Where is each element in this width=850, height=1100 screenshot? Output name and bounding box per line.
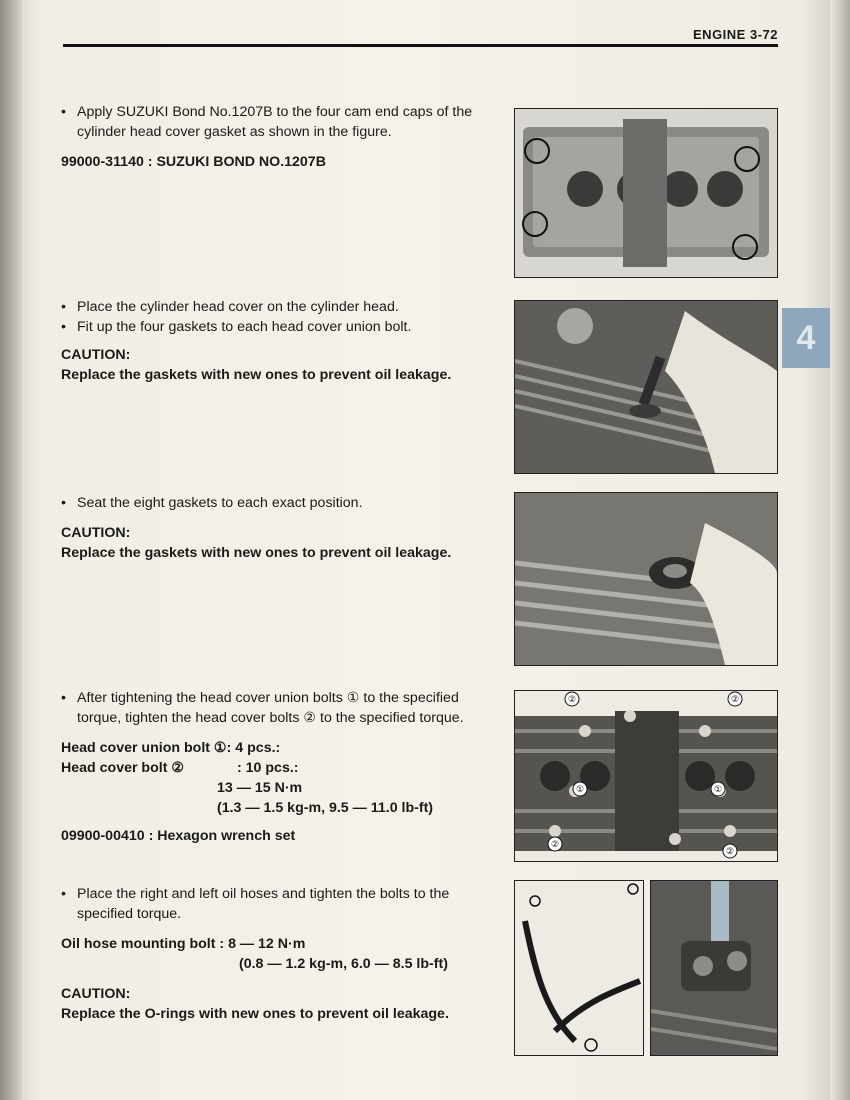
step-2	[61, 297, 491, 385]
step-2-bullet-1: • Place the cylinder head cover on the cylinder head.	[61, 297, 491, 317]
step-1-part-number: 99000-31140 : SUZUKI BOND NO.1207B	[61, 154, 326, 170]
step-5-caution-title: CAUTION:	[61, 986, 131, 1002]
step-4-bullet: • After tightening the head cover union bolts ① to the specified torque, tighten the head cover bolts ② to the specified torque.	[61, 688, 491, 728]
step-3-caution-title: CAUTION:	[61, 525, 131, 541]
step-5-spec: Oil hose mounting bolt : 8 — 12 N·m	[61, 936, 306, 952]
step-5	[61, 884, 491, 1024]
step-3-caution-text: Replace the gaskets with new ones to prevent oil leakage.	[61, 545, 452, 561]
step-4-spec-cover-bolt-row	[61, 758, 491, 778]
oil-hose-illustration	[515, 881, 643, 1055]
step-4-torque-alt: (1.3 — 1.5 kg-m, 9.5 — 11.0 lb-ft)	[217, 800, 434, 816]
photo-head-cover-gasket	[514, 108, 778, 278]
step-4	[61, 688, 491, 846]
step-1	[61, 102, 491, 172]
step-4-spec-cover-bolt: Head cover bolt ②	[61, 760, 185, 776]
header-rule	[63, 44, 778, 47]
photo-union-bolt-gasket	[514, 300, 778, 474]
step-4-spec-cover-bolt-count: : 10 pcs.:	[237, 760, 299, 776]
photo-head-cover-bolts	[514, 690, 778, 862]
bolt-label-2-top-right: ②	[730, 695, 740, 705]
step-4-spec-union-bolt: Head cover union bolt ①: 4 pcs.:	[61, 740, 281, 756]
step-5-bullet: • Place the right and left oil hoses and tighten the bolts to the specified torque.	[61, 884, 491, 924]
page-binding-shadow	[0, 0, 22, 1100]
photo-oil-hose-left	[514, 880, 644, 1056]
page-edge-shadow	[830, 0, 850, 1100]
step-3-bullet: • Seat the eight gaskets to each exact position.	[61, 493, 491, 513]
bolt-label-2-bottom-left: ②	[550, 840, 560, 850]
union-bolt-illustration	[515, 301, 777, 473]
page-header: ENGINE 3-72	[693, 27, 778, 42]
seat-gaskets-illustration	[515, 493, 777, 665]
head-cover-bolts-illustration	[515, 691, 777, 861]
section-thumb-tab: 4	[782, 308, 830, 368]
step-2-caution-text: Replace the gaskets with new ones to prevent oil leakage.	[61, 367, 452, 383]
step-4-tool: 09900-00410 : Hexagon wrench set	[61, 828, 296, 844]
bolt-label-1-left: ①	[575, 785, 585, 795]
bolt-label-2-bottom-right: ②	[725, 847, 735, 857]
oil-hose-bolt-illustration	[651, 881, 777, 1055]
photo-seat-gaskets	[514, 492, 778, 666]
head-cover-gasket-illustration	[515, 109, 777, 277]
bolt-label-2-top-left: ②	[567, 695, 577, 705]
step-2-caution-title: CAUTION:	[61, 347, 131, 363]
step-4-torque-nm: 13 — 15 N·m	[217, 780, 303, 796]
bolt-label-1-right: ①	[713, 785, 723, 795]
photo-oil-hose-right	[650, 880, 778, 1056]
step-5-caution-text: Replace the O-rings with new ones to prevent oil leakage.	[61, 1006, 449, 1022]
step-3	[61, 493, 491, 563]
step-2-bullet-2: • Fit up the four gaskets to each head cover union bolt.	[61, 317, 491, 337]
step-5-spec-alt: (0.8 — 1.2 kg-m, 6.0 — 8.5 lb-ft)	[239, 956, 448, 972]
step-1-bullet: • Apply SUZUKI Bond No.1207B to the four cam end caps of the cylinder head cover gasket as shown in the figure.	[61, 102, 491, 142]
